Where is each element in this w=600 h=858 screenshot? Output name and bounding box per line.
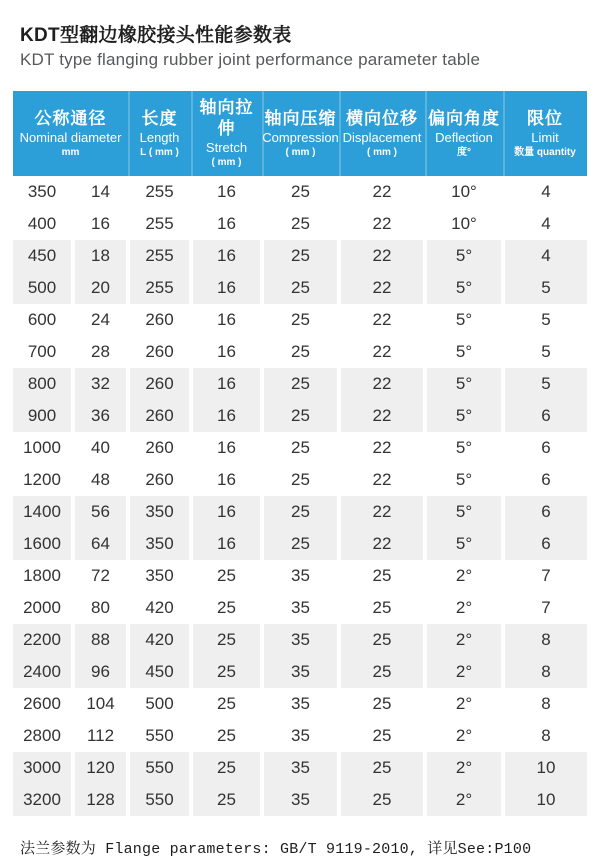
table-cell: 5	[503, 272, 587, 304]
table-cell: 25	[262, 304, 339, 336]
table-row	[13, 304, 587, 336]
table-cell: 8	[503, 624, 587, 656]
table-cell: 25	[339, 720, 425, 752]
table-cell: 1600	[13, 528, 73, 560]
table-cell: 25	[262, 496, 339, 528]
table-cell: 260	[128, 304, 191, 336]
table-cell: 450	[128, 656, 191, 688]
table-cell: 450	[13, 240, 73, 272]
table-cell: 25	[339, 592, 425, 624]
col-header-unit: ( mm )	[285, 146, 316, 158]
table-cell: 25	[262, 240, 339, 272]
table-row	[13, 720, 587, 752]
table-row	[13, 496, 587, 528]
page-title: KDT型翻边橡胶接头性能参数表	[20, 25, 292, 46]
table-cell: 35	[262, 656, 339, 688]
table-cell: 260	[128, 464, 191, 496]
table-cell: 96	[73, 656, 128, 688]
table-row	[13, 528, 587, 560]
table-cell: 6	[503, 432, 587, 464]
table-cell: 6	[503, 496, 587, 528]
table-cell: 500	[128, 688, 191, 720]
table-cell: 35	[262, 688, 339, 720]
table-cell: 16	[191, 304, 262, 336]
table-cell: 8	[503, 720, 587, 752]
table-cell: 22	[339, 432, 425, 464]
col-header-unit: 数量 quantity	[514, 146, 576, 158]
table-cell: 260	[128, 368, 191, 400]
table-cell: 255	[128, 208, 191, 240]
table-row	[13, 656, 587, 688]
table-cell: 35	[262, 592, 339, 624]
table-cell: 25	[191, 624, 262, 656]
table-cell: 16	[191, 464, 262, 496]
table-cell: 2200	[13, 624, 73, 656]
table-cell: 22	[339, 400, 425, 432]
table-cell: 22	[339, 272, 425, 304]
table-cell: 28	[73, 336, 128, 368]
table-cell: 6	[503, 464, 587, 496]
table-cell: 80	[73, 592, 128, 624]
table-cell: 112	[73, 720, 128, 752]
table-cell: 22	[339, 528, 425, 560]
table-body	[13, 176, 587, 816]
table-cell: 10	[503, 752, 587, 784]
table-cell: 25	[191, 560, 262, 592]
col-header-en: Displacement	[342, 129, 422, 145]
table-cell: 25	[339, 624, 425, 656]
table-cell: 35	[262, 752, 339, 784]
col-header-deflection	[425, 91, 503, 176]
table-cell: 56	[73, 496, 128, 528]
table-cell: 8	[503, 688, 587, 720]
table-cell: 25	[191, 720, 262, 752]
table-cell: 260	[128, 432, 191, 464]
col-header-unit: ( mm )	[367, 146, 397, 158]
table-cell: 1200	[13, 464, 73, 496]
table-cell: 2400	[13, 656, 73, 688]
table-cell: 32	[73, 368, 128, 400]
table-row	[13, 688, 587, 720]
table-cell: 16	[191, 528, 262, 560]
table-cell: 550	[128, 752, 191, 784]
table-cell: 22	[339, 368, 425, 400]
table-cell: 25	[191, 688, 262, 720]
table-row	[13, 752, 587, 784]
table-cell: 16	[191, 272, 262, 304]
table-cell: 16	[191, 336, 262, 368]
col-header-en: Deflection	[435, 129, 493, 145]
table-cell: 5°	[425, 528, 503, 560]
table-cell: 25	[262, 528, 339, 560]
table-cell: 260	[128, 336, 191, 368]
table-cell: 600	[13, 304, 73, 336]
table-cell: 25	[339, 560, 425, 592]
table-cell: 128	[73, 784, 128, 816]
table-cell: 16	[191, 400, 262, 432]
table-row	[13, 432, 587, 464]
table-cell: 900	[13, 400, 73, 432]
header-row	[13, 91, 587, 176]
table-row	[13, 368, 587, 400]
col-header-cn: 偏向角度	[428, 108, 500, 128]
table-cell: 35	[262, 560, 339, 592]
table-header	[13, 91, 587, 176]
table-cell: 25	[262, 432, 339, 464]
table-cell: 2°	[425, 720, 503, 752]
table-cell: 16	[73, 208, 128, 240]
table-row	[13, 240, 587, 272]
table-cell: 400	[13, 208, 73, 240]
table-cell: 350	[128, 496, 191, 528]
table-cell: 16	[191, 176, 262, 208]
table-cell: 550	[128, 784, 191, 816]
col-header-displacement	[339, 91, 425, 176]
table-cell: 36	[73, 400, 128, 432]
col-header-unit: mm	[61, 146, 80, 158]
table-cell: 25	[339, 656, 425, 688]
table-cell: 25	[191, 752, 262, 784]
table-cell: 48	[73, 464, 128, 496]
table-cell: 16	[191, 208, 262, 240]
col-header-cn: 轴向拉伸	[199, 98, 254, 138]
col-header-length	[128, 91, 191, 176]
table-cell: 2°	[425, 592, 503, 624]
table-row	[13, 208, 587, 240]
table-cell: 2°	[425, 752, 503, 784]
table-cell: 1800	[13, 560, 73, 592]
table-cell: 25	[339, 752, 425, 784]
table-cell: 40	[73, 432, 128, 464]
table-cell: 500	[13, 272, 73, 304]
table-cell: 25	[262, 400, 339, 432]
col-header-unit: 度°	[457, 146, 471, 158]
table-cell: 20	[73, 272, 128, 304]
table-cell: 550	[128, 720, 191, 752]
table-cell: 25	[262, 272, 339, 304]
table-cell: 7	[503, 592, 587, 624]
col-header-unit: L ( mm )	[140, 146, 179, 158]
table-cell: 350	[128, 528, 191, 560]
table-cell: 5	[503, 368, 587, 400]
col-header-cn: 限位	[527, 108, 563, 128]
table-cell: 5	[503, 336, 587, 368]
col-header-cn: 长度	[141, 108, 178, 128]
table-cell: 260	[128, 400, 191, 432]
table-cell: 3000	[13, 752, 73, 784]
table-cell: 5°	[425, 464, 503, 496]
table-cell: 5°	[425, 432, 503, 464]
table-cell: 22	[339, 304, 425, 336]
table-cell: 25	[191, 592, 262, 624]
table-row	[13, 176, 587, 208]
table-cell: 25	[262, 368, 339, 400]
table-cell: 3200	[13, 784, 73, 816]
table-cell: 25	[262, 176, 339, 208]
table-cell: 72	[73, 560, 128, 592]
table-cell: 22	[339, 240, 425, 272]
table-cell: 16	[191, 240, 262, 272]
table-row	[13, 784, 587, 816]
col-header-en: Nominal diameter	[19, 129, 122, 145]
table-cell: 25	[339, 688, 425, 720]
table-row	[13, 400, 587, 432]
page-subtitle: KDT type flanging rubber joint performance parameter table	[20, 50, 481, 69]
table-cell: 35	[262, 720, 339, 752]
table-cell: 350	[13, 176, 73, 208]
col-header-stretch	[191, 91, 262, 176]
col-header-nominal-diameter	[13, 91, 128, 176]
table-cell: 2°	[425, 656, 503, 688]
table-cell: 10°	[425, 176, 503, 208]
table-cell: 25	[262, 336, 339, 368]
table-row	[13, 272, 587, 304]
table-row	[13, 336, 587, 368]
col-header-unit: ( mm )	[211, 157, 242, 168]
table-cell: 22	[339, 208, 425, 240]
table-cell: 6	[503, 400, 587, 432]
table-cell: 2°	[425, 560, 503, 592]
table-cell: 420	[128, 592, 191, 624]
table-cell: 22	[339, 176, 425, 208]
table-cell: 35	[262, 624, 339, 656]
col-header-cn: 轴向压缩	[264, 108, 337, 128]
table-cell: 5°	[425, 336, 503, 368]
col-header-en: Length	[139, 129, 180, 145]
table-cell: 120	[73, 752, 128, 784]
table-cell: 104	[73, 688, 128, 720]
table-cell: 5°	[425, 272, 503, 304]
table-cell: 5°	[425, 240, 503, 272]
table-cell: 255	[128, 240, 191, 272]
table-cell: 2°	[425, 688, 503, 720]
table-cell: 8	[503, 656, 587, 688]
table-cell: 5°	[425, 496, 503, 528]
table-cell: 2000	[13, 592, 73, 624]
table-cell: 420	[128, 624, 191, 656]
table-cell: 2600	[13, 688, 73, 720]
flange-parameters-note: 法兰参数为 Flange parameters: GB/T 9119-2010, 详见See:P100	[20, 841, 532, 858]
table-cell: 255	[128, 176, 191, 208]
table-cell: 700	[13, 336, 73, 368]
col-header-en: Limit	[531, 129, 559, 145]
table-cell: 6	[503, 528, 587, 560]
table-cell: 4	[503, 240, 587, 272]
table-cell: 16	[191, 368, 262, 400]
col-header-compression	[262, 91, 339, 176]
table-cell: 5°	[425, 304, 503, 336]
table-cell: 22	[339, 496, 425, 528]
table-cell: 4	[503, 176, 587, 208]
table-cell: 10	[503, 784, 587, 816]
table-cell: 5°	[425, 368, 503, 400]
table-cell: 10°	[425, 208, 503, 240]
table-cell: 64	[73, 528, 128, 560]
table-cell: 18	[73, 240, 128, 272]
parameter-table	[13, 91, 587, 816]
col-header-limit	[503, 91, 587, 176]
table-row	[13, 560, 587, 592]
table-cell: 5°	[425, 400, 503, 432]
table-cell: 35	[262, 784, 339, 816]
table-cell: 25	[262, 208, 339, 240]
table-row	[13, 624, 587, 656]
table-cell: 7	[503, 560, 587, 592]
table-cell: 22	[339, 464, 425, 496]
table-cell: 25	[262, 464, 339, 496]
table-cell: 14	[73, 176, 128, 208]
table-cell: 2°	[425, 624, 503, 656]
table-row	[13, 592, 587, 624]
col-header-en: Compression	[262, 129, 339, 145]
table-cell: 5	[503, 304, 587, 336]
table-cell: 1000	[13, 432, 73, 464]
table-cell: 350	[128, 560, 191, 592]
table-cell: 22	[339, 336, 425, 368]
table-cell: 25	[339, 784, 425, 816]
col-header-cn: 横向位移	[346, 108, 418, 128]
table-row	[13, 464, 587, 496]
table-cell: 25	[191, 656, 262, 688]
col-header-en: Stretch	[205, 140, 248, 155]
table-cell: 800	[13, 368, 73, 400]
table-cell: 16	[191, 432, 262, 464]
table-cell: 24	[73, 304, 128, 336]
table-cell: 1400	[13, 496, 73, 528]
col-header-cn: 公称通径	[34, 108, 107, 128]
table-cell: 25	[191, 784, 262, 816]
table-cell: 16	[191, 496, 262, 528]
table-cell: 255	[128, 272, 191, 304]
table-cell: 88	[73, 624, 128, 656]
table-cell: 2800	[13, 720, 73, 752]
table-cell: 4	[503, 208, 587, 240]
table-cell: 2°	[425, 784, 503, 816]
